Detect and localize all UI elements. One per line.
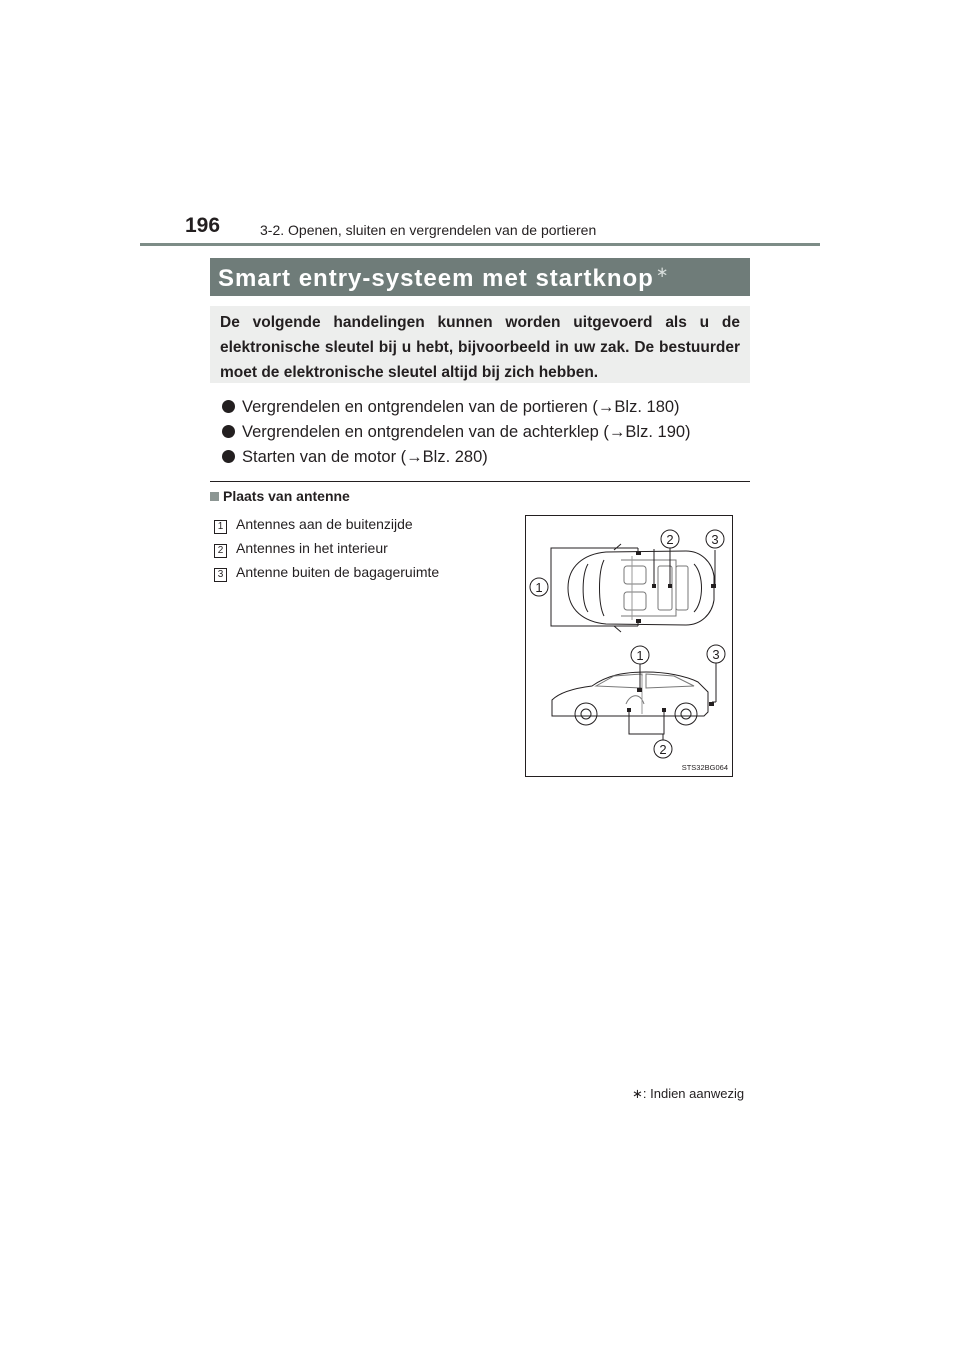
callout-label: 2 — [666, 532, 674, 547]
car-side-view-icon — [552, 672, 708, 725]
legend-label: Antenne buiten de bagageruimte — [236, 564, 440, 580]
intro-text: De volgende handelingen kunnen worden uitgevoerd als u de elektronische sleutel bij u hebt, bijvoorbeeld in uw zak. De bestuurder moet de elektronische sleutel altijd bij zich hebben. — [220, 314, 740, 381]
legend-label: Antennes aan de buitenzijde — [236, 516, 413, 532]
figure-code: STS32BG064 — [681, 763, 728, 772]
section-title: 3-2. Openen, sluiten en vergrendelen van de portieren — [260, 222, 597, 238]
number-box: 2 — [214, 544, 227, 558]
section-divider — [210, 481, 750, 482]
banner-title — [218, 263, 669, 293]
banner-title-text: Smart entry-systeem met startknop — [218, 265, 654, 292]
car-illustration — [526, 516, 732, 776]
section-banner — [210, 258, 750, 296]
list-item — [222, 420, 691, 445]
legend-item — [214, 512, 439, 536]
footnote: ∗: Indien aanwezig — [632, 1086, 745, 1101]
list-item — [222, 395, 691, 420]
callout-label: 3 — [712, 647, 720, 662]
legend-item — [214, 536, 439, 560]
callout-label: 1 — [636, 648, 644, 663]
car-top-view-icon — [568, 544, 714, 632]
asterisk-mark: ∗ — [655, 264, 670, 281]
antenna-heading — [210, 488, 350, 504]
feature-list — [222, 395, 691, 470]
list-item-text: Vergrendelen en ontgrendelen van de achterklep (→Blz. 190) — [242, 423, 691, 441]
list-item-text: Starten van de motor (→Blz. 280) — [242, 448, 488, 466]
intro-box — [210, 306, 750, 383]
callout-label: 1 — [535, 580, 543, 595]
square-bullet-icon — [210, 492, 219, 501]
list-item-text: Vergrendelen en ontgrendelen van de portieren (→Blz. 180) — [242, 398, 680, 416]
list-item — [222, 445, 691, 470]
page-number: 196 — [185, 214, 221, 237]
bullet-icon — [222, 400, 235, 413]
header-divider — [140, 243, 820, 246]
antenna-legend — [214, 512, 439, 584]
callout-label: 3 — [711, 532, 719, 547]
antenna-figure — [525, 515, 733, 777]
bullet-icon — [222, 450, 235, 463]
legend-item — [214, 560, 439, 584]
number-box: 3 — [214, 568, 227, 582]
antenna-heading-text: Plaats van antenne — [223, 488, 350, 504]
bullet-icon — [222, 425, 235, 438]
legend-label: Antennes in het interieur — [236, 540, 388, 556]
callout-label: 2 — [659, 742, 667, 757]
number-box: 1 — [214, 520, 227, 534]
